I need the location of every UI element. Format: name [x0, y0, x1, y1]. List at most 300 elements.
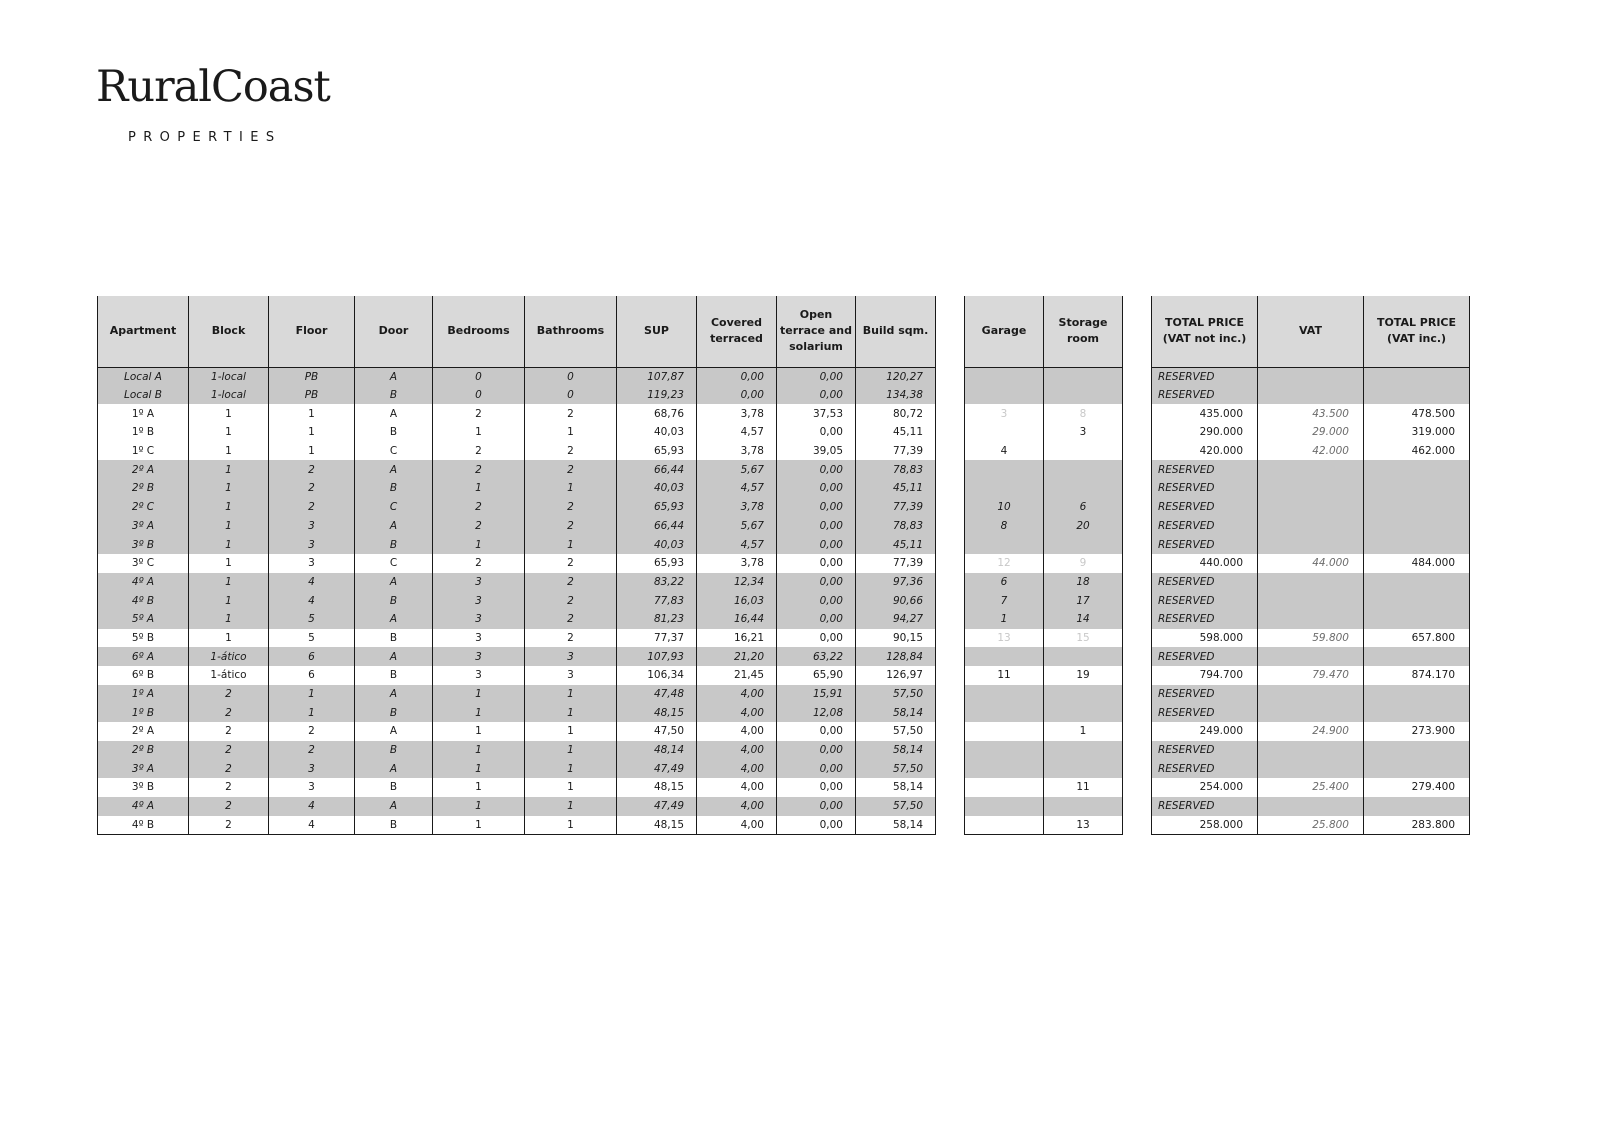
cell-total-price-inc-vat: 319.000: [1364, 423, 1470, 442]
cell-door: B: [355, 778, 433, 797]
cell-bathrooms: 2: [525, 442, 617, 461]
cell-sup: 107,93: [617, 647, 697, 666]
cell-total-price-inc-vat: [1364, 386, 1470, 405]
cell-sup: 48,14: [617, 741, 697, 760]
cell-build-sqm: 57,50: [856, 722, 936, 741]
cell-apartment: 2º B: [98, 479, 189, 498]
cell-door: C: [355, 554, 433, 573]
cell-total-price-ex-vat: RESERVED: [1152, 460, 1258, 479]
cell-covered-terraced: 4,00: [697, 797, 777, 816]
cell-apartment: 2º A: [98, 722, 189, 741]
table-row: [98, 479, 936, 498]
cell-storage-room: [1044, 759, 1123, 778]
cell-bedrooms: 1: [433, 797, 525, 816]
cell-bathrooms: 3: [525, 666, 617, 685]
cell-build-sqm: 77,39: [856, 442, 936, 461]
cell-open-terrace: 0,00: [777, 629, 856, 648]
brand-logo: RuralCoast: [96, 62, 330, 112]
cell-bedrooms: 3: [433, 647, 525, 666]
cell-bathrooms: 1: [525, 535, 617, 554]
cell-vat: [1258, 741, 1364, 760]
table-row: [98, 498, 936, 517]
cell-vat: 42.000: [1258, 442, 1364, 461]
cell-storage-room: [1044, 685, 1123, 704]
cell-garage: 7: [965, 591, 1044, 610]
cell-floor: 1: [269, 703, 355, 722]
table-row: [1152, 535, 1470, 554]
extras-table: [964, 296, 1123, 835]
cell-storage-room: 19: [1044, 666, 1123, 685]
cell-garage: 11: [965, 666, 1044, 685]
cell-bathrooms: 0: [525, 367, 617, 386]
cell-apartment: 5º A: [98, 610, 189, 629]
cell-total-price-inc-vat: [1364, 591, 1470, 610]
cell-total-price-ex-vat: 249.000: [1152, 722, 1258, 741]
cell-sup: 48,15: [617, 703, 697, 722]
cell-block: 1-local: [189, 386, 269, 405]
cell-storage-room: [1044, 797, 1123, 816]
cell-apartment: 3º B: [98, 535, 189, 554]
cell-door: A: [355, 460, 433, 479]
table-row: [965, 517, 1123, 536]
cell-total-price-ex-vat: 440.000: [1152, 554, 1258, 573]
table-row: [965, 722, 1123, 741]
units-table: [97, 296, 936, 835]
cell-bedrooms: 3: [433, 610, 525, 629]
cell-garage: 4: [965, 442, 1044, 461]
cell-block: 1: [189, 591, 269, 610]
table-row: [98, 554, 936, 573]
cell-bathrooms: 2: [525, 404, 617, 423]
table-row: [1152, 517, 1470, 536]
cell-open-terrace: 0,00: [777, 554, 856, 573]
table-row: [965, 367, 1123, 386]
cell-vat: [1258, 573, 1364, 592]
cell-vat: [1258, 386, 1364, 405]
cell-vat: [1258, 517, 1364, 536]
cell-covered-terraced: 4,57: [697, 479, 777, 498]
cell-garage: 13: [965, 629, 1044, 648]
cell-garage: [965, 816, 1044, 835]
cell-bathrooms: 2: [525, 517, 617, 536]
cell-floor: 4: [269, 797, 355, 816]
cell-build-sqm: 57,50: [856, 685, 936, 704]
table-row: [1152, 367, 1470, 386]
cell-bedrooms: 3: [433, 573, 525, 592]
cell-floor: 2: [269, 498, 355, 517]
cell-covered-terraced: 4,00: [697, 759, 777, 778]
cell-garage: [965, 703, 1044, 722]
cell-bathrooms: 1: [525, 479, 617, 498]
cell-build-sqm: 128,84: [856, 647, 936, 666]
cell-total-price-ex-vat: RESERVED: [1152, 610, 1258, 629]
cell-total-price-ex-vat: 258.000: [1152, 816, 1258, 835]
header-sup: SUP: [617, 296, 697, 367]
cell-build-sqm: 58,14: [856, 778, 936, 797]
cell-total-price-ex-vat: RESERVED: [1152, 498, 1258, 517]
cell-sup: 47,49: [617, 759, 697, 778]
cell-bathrooms: 0: [525, 386, 617, 405]
cell-build-sqm: 97,36: [856, 573, 936, 592]
cell-vat: 25.800: [1258, 816, 1364, 835]
cell-total-price-ex-vat: 794.700: [1152, 666, 1258, 685]
cell-bathrooms: 2: [525, 591, 617, 610]
cell-apartment: 1º C: [98, 442, 189, 461]
header-bathrooms: Bathrooms: [525, 296, 617, 367]
cell-vat: [1258, 498, 1364, 517]
cell-open-terrace: 0,00: [777, 741, 856, 760]
table-row: [1152, 554, 1470, 573]
cell-garage: [965, 479, 1044, 498]
cell-door: A: [355, 647, 433, 666]
cell-bathrooms: 2: [525, 610, 617, 629]
cell-build-sqm: 77,39: [856, 498, 936, 517]
cell-floor: 5: [269, 610, 355, 629]
table-row: [965, 442, 1123, 461]
cell-floor: 1: [269, 404, 355, 423]
cell-floor: PB: [269, 386, 355, 405]
cell-door: A: [355, 517, 433, 536]
cell-build-sqm: 78,83: [856, 517, 936, 536]
cell-apartment: 3º A: [98, 517, 189, 536]
cell-vat: [1258, 367, 1364, 386]
cell-sup: 81,23: [617, 610, 697, 629]
table-row: [965, 647, 1123, 666]
cell-build-sqm: 78,83: [856, 460, 936, 479]
cell-total-price-inc-vat: [1364, 685, 1470, 704]
cell-covered-terraced: 4,00: [697, 816, 777, 835]
table-row: [965, 498, 1123, 517]
cell-apartment: 4º B: [98, 816, 189, 835]
table-row: [965, 404, 1123, 423]
cell-covered-terraced: 5,67: [697, 460, 777, 479]
table-row: [98, 629, 936, 648]
table-row: [1152, 797, 1470, 816]
table-row: [1152, 741, 1470, 760]
cell-floor: 6: [269, 666, 355, 685]
cell-total-price-inc-vat: 478.500: [1364, 404, 1470, 423]
cell-storage-room: [1044, 460, 1123, 479]
table-row: [1152, 479, 1470, 498]
cell-floor: 3: [269, 778, 355, 797]
cell-storage-room: 13: [1044, 816, 1123, 835]
table-row: [965, 554, 1123, 573]
table-row: [965, 591, 1123, 610]
cell-apartment: 1º B: [98, 703, 189, 722]
table-row: [98, 647, 936, 666]
cell-build-sqm: 134,38: [856, 386, 936, 405]
header-garage: Garage: [965, 296, 1044, 367]
cell-open-terrace: 0,00: [777, 423, 856, 442]
cell-sup: 107,87: [617, 367, 697, 386]
cell-garage: [965, 647, 1044, 666]
cell-covered-terraced: 0,00: [697, 367, 777, 386]
cell-bathrooms: 1: [525, 797, 617, 816]
table-row: [98, 797, 936, 816]
cell-open-terrace: 0,00: [777, 367, 856, 386]
cell-vat: [1258, 460, 1364, 479]
table-row: [1152, 573, 1470, 592]
table-row: [98, 722, 936, 741]
table-row: [1152, 647, 1470, 666]
cell-floor: 2: [269, 741, 355, 760]
cell-total-price-ex-vat: RESERVED: [1152, 591, 1258, 610]
cell-block: 1: [189, 423, 269, 442]
cell-storage-room: [1044, 647, 1123, 666]
cell-apartment: 1º A: [98, 404, 189, 423]
table-row: [965, 573, 1123, 592]
cell-apartment: 4º B: [98, 591, 189, 610]
brand-tagline: PROPERTIES: [128, 130, 282, 145]
cell-floor: PB: [269, 367, 355, 386]
cell-bathrooms: 2: [525, 498, 617, 517]
cell-total-price-inc-vat: 657.800: [1364, 629, 1470, 648]
cell-door: A: [355, 759, 433, 778]
cell-covered-terraced: 4,00: [697, 741, 777, 760]
cell-block: 2: [189, 722, 269, 741]
cell-build-sqm: 58,14: [856, 816, 936, 835]
cell-vat: 44.000: [1258, 554, 1364, 573]
cell-sup: 66,44: [617, 517, 697, 536]
cell-total-price-inc-vat: [1364, 703, 1470, 722]
cell-open-terrace: 0,00: [777, 479, 856, 498]
table-row: [98, 666, 936, 685]
cell-total-price-ex-vat: RESERVED: [1152, 647, 1258, 666]
table-row: [965, 741, 1123, 760]
cell-total-price-ex-vat: RESERVED: [1152, 535, 1258, 554]
cell-storage-room: [1044, 367, 1123, 386]
cell-floor: 2: [269, 722, 355, 741]
cell-total-price-inc-vat: [1364, 741, 1470, 760]
cell-open-terrace: 0,00: [777, 535, 856, 554]
cell-bedrooms: 3: [433, 666, 525, 685]
cell-bedrooms: 1: [433, 423, 525, 442]
cell-total-price-inc-vat: 283.800: [1364, 816, 1470, 835]
cell-door: B: [355, 703, 433, 722]
cell-total-price-inc-vat: 279.400: [1364, 778, 1470, 797]
table-row: [98, 367, 936, 386]
cell-apartment: 4º A: [98, 797, 189, 816]
cell-total-price-inc-vat: [1364, 647, 1470, 666]
cell-block: 1-local: [189, 367, 269, 386]
cell-vat: [1258, 591, 1364, 610]
cell-floor: 6: [269, 647, 355, 666]
cell-garage: [965, 423, 1044, 442]
cell-covered-terraced: 3,78: [697, 442, 777, 461]
cell-build-sqm: 45,11: [856, 479, 936, 498]
cell-bedrooms: 2: [433, 498, 525, 517]
cell-build-sqm: 58,14: [856, 703, 936, 722]
cell-bathrooms: 1: [525, 423, 617, 442]
cell-block: 2: [189, 703, 269, 722]
cell-bedrooms: 1: [433, 479, 525, 498]
cell-total-price-inc-vat: [1364, 460, 1470, 479]
cell-door: B: [355, 629, 433, 648]
cell-open-terrace: 39,05: [777, 442, 856, 461]
cell-sup: 77,83: [617, 591, 697, 610]
cell-garage: 12: [965, 554, 1044, 573]
cell-open-terrace: 12,08: [777, 703, 856, 722]
table-row: [1152, 685, 1470, 704]
cell-door: B: [355, 535, 433, 554]
cell-vat: 79.470: [1258, 666, 1364, 685]
cell-storage-room: 3: [1044, 423, 1123, 442]
cell-bedrooms: 3: [433, 591, 525, 610]
cell-vat: 29.000: [1258, 423, 1364, 442]
cell-vat: [1258, 797, 1364, 816]
cell-total-price-ex-vat: RESERVED: [1152, 367, 1258, 386]
cell-total-price-ex-vat: RESERVED: [1152, 759, 1258, 778]
cell-block: 1: [189, 629, 269, 648]
cell-bedrooms: 0: [433, 367, 525, 386]
cell-block: 1: [189, 554, 269, 573]
cell-build-sqm: 58,14: [856, 741, 936, 760]
table-row: [98, 778, 936, 797]
table-row: [1152, 386, 1470, 405]
cell-covered-terraced: 12,34: [697, 573, 777, 592]
cell-garage: [965, 685, 1044, 704]
cell-total-price-ex-vat: RESERVED: [1152, 741, 1258, 760]
cell-door: B: [355, 479, 433, 498]
cell-storage-room: 20: [1044, 517, 1123, 536]
cell-storage-room: [1044, 386, 1123, 405]
cell-sup: 83,22: [617, 573, 697, 592]
table-row: [1152, 460, 1470, 479]
cell-storage-room: [1044, 741, 1123, 760]
cell-block: 1: [189, 517, 269, 536]
table-row: [1152, 610, 1470, 629]
cell-bedrooms: 1: [433, 685, 525, 704]
cell-open-terrace: 0,00: [777, 610, 856, 629]
cell-garage: 6: [965, 573, 1044, 592]
cell-build-sqm: 90,15: [856, 629, 936, 648]
header-apartment: Apartment: [98, 296, 189, 367]
cell-storage-room: 11: [1044, 778, 1123, 797]
cell-open-terrace: 63,22: [777, 647, 856, 666]
cell-apartment: Local A: [98, 367, 189, 386]
cell-total-price-ex-vat: RESERVED: [1152, 517, 1258, 536]
cell-sup: 40,03: [617, 423, 697, 442]
cell-bathrooms: 2: [525, 629, 617, 648]
cell-sup: 40,03: [617, 535, 697, 554]
cell-open-terrace: 0,00: [777, 591, 856, 610]
cell-bedrooms: 1: [433, 759, 525, 778]
cell-bathrooms: 1: [525, 722, 617, 741]
cell-floor: 2: [269, 460, 355, 479]
cell-open-terrace: 0,00: [777, 386, 856, 405]
cell-bathrooms: 2: [525, 554, 617, 573]
cell-vat: 25.400: [1258, 778, 1364, 797]
cell-bedrooms: 2: [433, 404, 525, 423]
cell-vat: [1258, 703, 1364, 722]
cell-block: 2: [189, 759, 269, 778]
cell-garage: 8: [965, 517, 1044, 536]
cell-block: 2: [189, 685, 269, 704]
table-row: [98, 386, 936, 405]
cell-vat: [1258, 610, 1364, 629]
cell-total-price-ex-vat: RESERVED: [1152, 573, 1258, 592]
cell-apartment: 5º B: [98, 629, 189, 648]
table-row: [965, 759, 1123, 778]
table-row: [98, 741, 936, 760]
table-row: [965, 778, 1123, 797]
cell-door: C: [355, 442, 433, 461]
cell-apartment: 2º A: [98, 460, 189, 479]
cell-floor: 1: [269, 423, 355, 442]
cell-storage-room: 18: [1044, 573, 1123, 592]
cell-storage-room: 14: [1044, 610, 1123, 629]
cell-total-price-ex-vat: 420.000: [1152, 442, 1258, 461]
cell-sup: 40,03: [617, 479, 697, 498]
table-row: [1152, 404, 1470, 423]
cell-covered-terraced: 16,44: [697, 610, 777, 629]
cell-covered-terraced: 16,03: [697, 591, 777, 610]
table-row: [98, 573, 936, 592]
cell-build-sqm: 45,11: [856, 535, 936, 554]
cell-bedrooms: 1: [433, 535, 525, 554]
cell-floor: 3: [269, 517, 355, 536]
cell-build-sqm: 120,27: [856, 367, 936, 386]
header-bedrooms: Bedrooms: [433, 296, 525, 367]
cell-storage-room: 1: [1044, 722, 1123, 741]
table-row: [965, 460, 1123, 479]
cell-door: B: [355, 666, 433, 685]
cell-apartment: 3º A: [98, 759, 189, 778]
header-total-price-ex-vat: TOTAL PRICE (VAT not inc.): [1152, 296, 1258, 367]
cell-total-price-ex-vat: RESERVED: [1152, 479, 1258, 498]
cell-bedrooms: 2: [433, 554, 525, 573]
cell-garage: [965, 386, 1044, 405]
cell-storage-room: 17: [1044, 591, 1123, 610]
cell-door: B: [355, 591, 433, 610]
cell-bedrooms: 1: [433, 741, 525, 760]
header-storage-room: Storage room: [1044, 296, 1123, 367]
cell-bathrooms: 1: [525, 703, 617, 722]
header-block: Block: [189, 296, 269, 367]
table-row: [965, 797, 1123, 816]
cell-sup: 48,15: [617, 778, 697, 797]
cell-open-terrace: 0,00: [777, 778, 856, 797]
table-row: [98, 404, 936, 423]
cell-bedrooms: 1: [433, 722, 525, 741]
cell-garage: [965, 722, 1044, 741]
cell-sup: 106,34: [617, 666, 697, 685]
cell-apartment: 1º A: [98, 685, 189, 704]
cell-sup: 65,93: [617, 498, 697, 517]
cell-total-price-inc-vat: 484.000: [1364, 554, 1470, 573]
cell-storage-room: 15: [1044, 629, 1123, 648]
cell-garage: [965, 367, 1044, 386]
cell-garage: 10: [965, 498, 1044, 517]
cell-block: 1: [189, 573, 269, 592]
table-row: [965, 816, 1123, 835]
cell-total-price-inc-vat: [1364, 479, 1470, 498]
prices-table: [1151, 296, 1470, 835]
cell-storage-room: [1044, 479, 1123, 498]
cell-total-price-inc-vat: [1364, 498, 1470, 517]
cell-storage-room: 8: [1044, 404, 1123, 423]
cell-door: C: [355, 498, 433, 517]
header-covered-terraced: Covered terraced: [697, 296, 777, 367]
cell-sup: 77,37: [617, 629, 697, 648]
cell-sup: 66,44: [617, 460, 697, 479]
cell-garage: [965, 741, 1044, 760]
cell-open-terrace: 0,00: [777, 517, 856, 536]
cell-block: 1: [189, 479, 269, 498]
cell-bedrooms: 2: [433, 460, 525, 479]
cell-open-terrace: 37,53: [777, 404, 856, 423]
cell-floor: 2: [269, 479, 355, 498]
